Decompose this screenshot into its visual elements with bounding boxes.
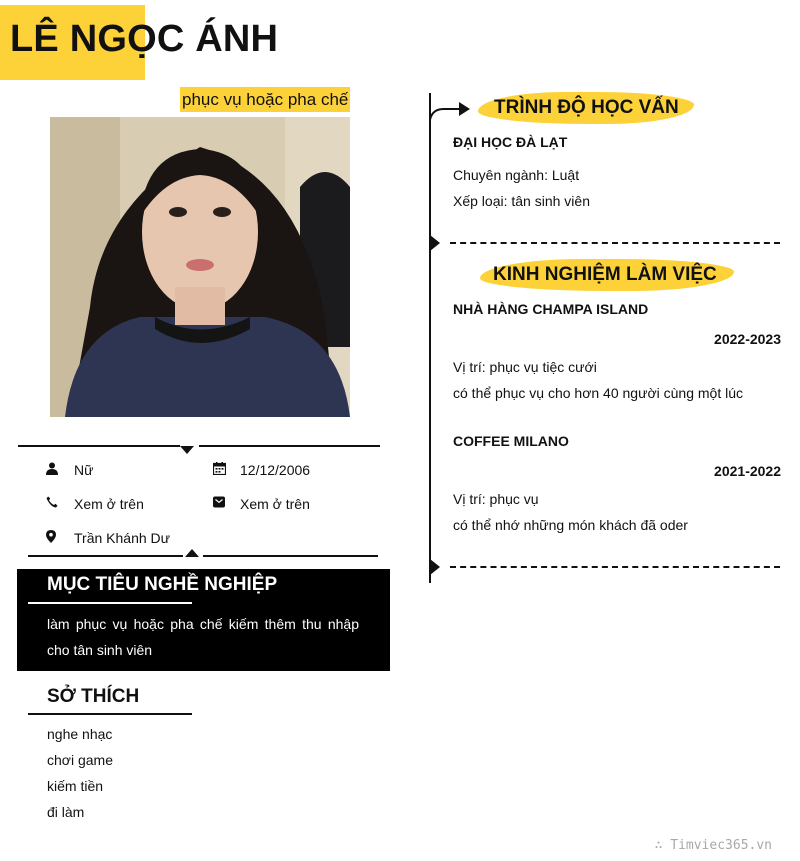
job-position: Vị trí: phục vụ xyxy=(453,491,539,507)
gender-value: Nữ xyxy=(74,462,94,478)
candidate-name: LÊ NGỌC ÁNH xyxy=(10,18,279,60)
section-divider-marker xyxy=(430,559,440,575)
profile-photo xyxy=(50,117,350,417)
job-company: COFFEE MILANO xyxy=(453,433,569,449)
hobbies-underline xyxy=(28,713,192,715)
job-description: có thể nhớ những món khách đã oder xyxy=(453,517,688,533)
user-icon xyxy=(45,461,59,475)
info-top-marker xyxy=(180,446,194,454)
watermark-brand: Timviec365.vn xyxy=(670,838,772,853)
address-value: Trần Khánh Dư xyxy=(74,530,171,546)
timeline-line xyxy=(429,93,431,583)
info-bottom-rule-right xyxy=(203,555,378,557)
footer-watermark xyxy=(655,838,772,853)
job-period: 2022-2023 xyxy=(714,331,781,347)
calendar-icon xyxy=(212,461,226,475)
education-major: Chuyên ngành: Luật xyxy=(453,167,580,183)
info-bottom-rule-left xyxy=(28,555,183,557)
experience-title: KINH NGHIỆM LÀM VIỆC xyxy=(493,264,717,285)
timeline-arrow-icon xyxy=(430,100,472,127)
info-top-rule-right xyxy=(199,445,380,447)
info-bottom-marker xyxy=(185,549,199,557)
job-company: NHÀ HÀNG CHAMPA ISLAND xyxy=(453,301,649,317)
watermark-dots-icon: ∴ xyxy=(654,838,671,853)
objective-title: MỤC TIÊU NGHỀ NGHIỆP xyxy=(47,574,278,595)
info-top-rule-left xyxy=(18,445,180,447)
education-school: ĐẠI HỌC ĐÀ LẠT xyxy=(453,134,568,150)
email-icon xyxy=(212,495,226,509)
education-rank: Xếp loại: tân sinh viên xyxy=(453,193,590,209)
section-divider xyxy=(450,566,780,568)
job-position: Vị trí: phục vụ tiệc cưới xyxy=(453,359,597,375)
birthday-value: 12/12/2006 xyxy=(240,462,311,478)
hobbies-title: SỞ THÍCH xyxy=(47,686,140,707)
objective-underline xyxy=(28,602,192,604)
phone-icon xyxy=(45,495,59,509)
phone-value: Xem ở trên xyxy=(74,496,144,512)
hobby-item: nghe nhạc xyxy=(47,726,113,742)
education-title: TRÌNH ĐỘ HỌC VẤN xyxy=(494,97,679,118)
job-description: có thể phục vụ cho hơn 40 người cùng một lúc xyxy=(453,385,744,401)
section-divider-marker xyxy=(430,235,440,251)
email-value: Xem ở trên xyxy=(240,496,310,512)
objective-text: làm phục vụ hoặc pha chế kiếm thêm thu nhập cho tân sinh viên xyxy=(47,616,359,658)
hobby-item: đi làm xyxy=(47,804,85,820)
hobby-item: chơi game xyxy=(47,752,113,768)
section-divider xyxy=(450,242,780,244)
job-period: 2021-2022 xyxy=(714,463,781,479)
map-pin-icon xyxy=(44,529,58,543)
hobby-item: kiếm tiền xyxy=(47,778,104,794)
job-title: phục vụ hoặc pha chế xyxy=(180,87,350,112)
